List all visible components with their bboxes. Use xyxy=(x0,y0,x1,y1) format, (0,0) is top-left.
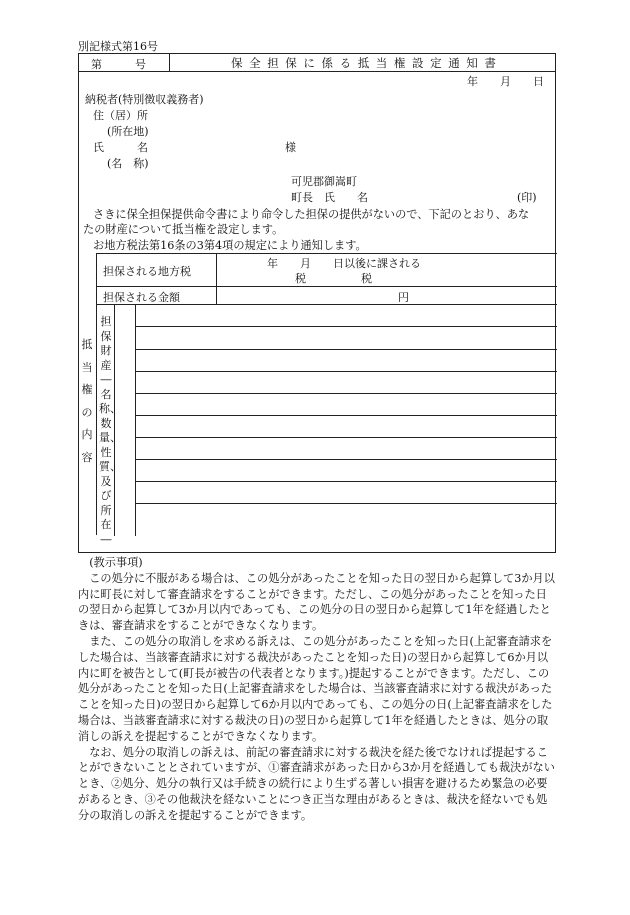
column-divider xyxy=(216,254,217,304)
instructions xyxy=(78,555,558,824)
header-divider xyxy=(79,71,555,72)
property-rule-line xyxy=(135,503,557,504)
property-rule-line xyxy=(135,481,557,482)
company-name-label: (名 称) xyxy=(107,157,149,170)
honorific: 様 xyxy=(285,141,296,154)
header-column-divider xyxy=(169,54,170,71)
instructions-para-3: なお、処分の取消しの訴えは、前記の審査請求に対する裁決を経た後でなければ提起することができないこととされていますが、①審査請求があった日から3か月を経過しても裁決がないとき、②処分、処分の執行又は手続きの続行により生ずる著しい損害を避けるため緊急の必要があるとき、③その他裁決を経ないことにつき正当な理由があるときは、裁決を経ないでも処分の取消しの訴えを提起することができます。 xyxy=(78,745,555,822)
property-rule-line xyxy=(135,349,557,350)
address-label: 住（居）所 xyxy=(93,109,148,122)
property-label-divider xyxy=(135,304,136,536)
property-rule-line xyxy=(135,326,557,327)
document-title: 保全担保に係る抵当権設定通知書 xyxy=(231,56,503,70)
body-line-3: お地方税法第16条の3第4項の規定により通知します。 xyxy=(93,239,367,252)
issuer-title: 町長 氏 名 xyxy=(291,191,368,204)
document-number: 第 号 xyxy=(91,58,146,71)
row-divider xyxy=(97,286,557,287)
instructions-para-1: この処分に不服がある場合は、この処分があったことを知った日の翌日から起算して3か月以内に町長に対して審査請求をすることができます。ただし、この処分があったことを知った日の翌日から起算して3か月以内であっても、この処分の日の翌日から起算して1年を経過したときは、審査請求をすることができなくなります。 xyxy=(78,571,555,633)
property-rule-line xyxy=(135,459,557,460)
tax-label: 担保される地方税 xyxy=(103,265,191,278)
location-label: (所在地) xyxy=(107,125,149,138)
property-label: 担保財産―名称、数量、性質、及び所在― xyxy=(99,315,121,546)
instructions-para-2: また、この処分の取消しを求める訴えは、この処分があったことを知った日(上記審査請求をした場合は、当該審査請求に対する裁決があったことを知った日)の翌日から起算して6か月以内に町を被告として(町長が被告の代表者となります。)提起することができます。ただし、この処分があったことを知った日(上記審査請求をした場合は、当該審査請求に対する裁決があったことを知った日)の翌日から起算して6か月以内であっても、この処分の日(上記審査請求をした場合は、当該審査請求に対する裁決の日)の翌日から起算して1年を経過したときは、処分の取消しの訴えを提起することができなくなります。 xyxy=(78,634,553,743)
property-rule-line xyxy=(135,393,557,394)
body-line-1: さきに保全担保提供命令書により命令した担保の提供がないので、下記のとおり、あな xyxy=(93,208,530,221)
instructions-heading: (教示事項) xyxy=(89,556,143,569)
name-label: 氏 名 xyxy=(93,141,148,154)
issue-date: 年 月 日 xyxy=(467,75,544,88)
amount-label: 担保される金額 xyxy=(103,291,180,304)
notice-form xyxy=(78,53,556,553)
form-number: 別記様式第16号 xyxy=(78,40,158,53)
body-line-2: たの財産について抵当権を設定します。 xyxy=(83,223,284,236)
property-rule-line xyxy=(135,415,557,416)
tax-type-value: 税 税 xyxy=(295,272,372,285)
property-rule-line xyxy=(135,371,557,372)
section-label: 抵当権の内容 xyxy=(81,338,93,464)
taxpayer-label: 納税者(特別徴収義務者) xyxy=(85,93,204,106)
issuer-organization: 可児郡御嵩町 xyxy=(291,175,357,188)
amount-unit: 円 xyxy=(398,291,409,304)
tax-period-value: 年 月 日以後に課される xyxy=(267,257,421,270)
column-divider xyxy=(114,304,115,536)
seal-mark: (印) xyxy=(517,191,537,204)
mortgage-details-table xyxy=(96,253,557,546)
property-rule-line xyxy=(135,437,557,438)
